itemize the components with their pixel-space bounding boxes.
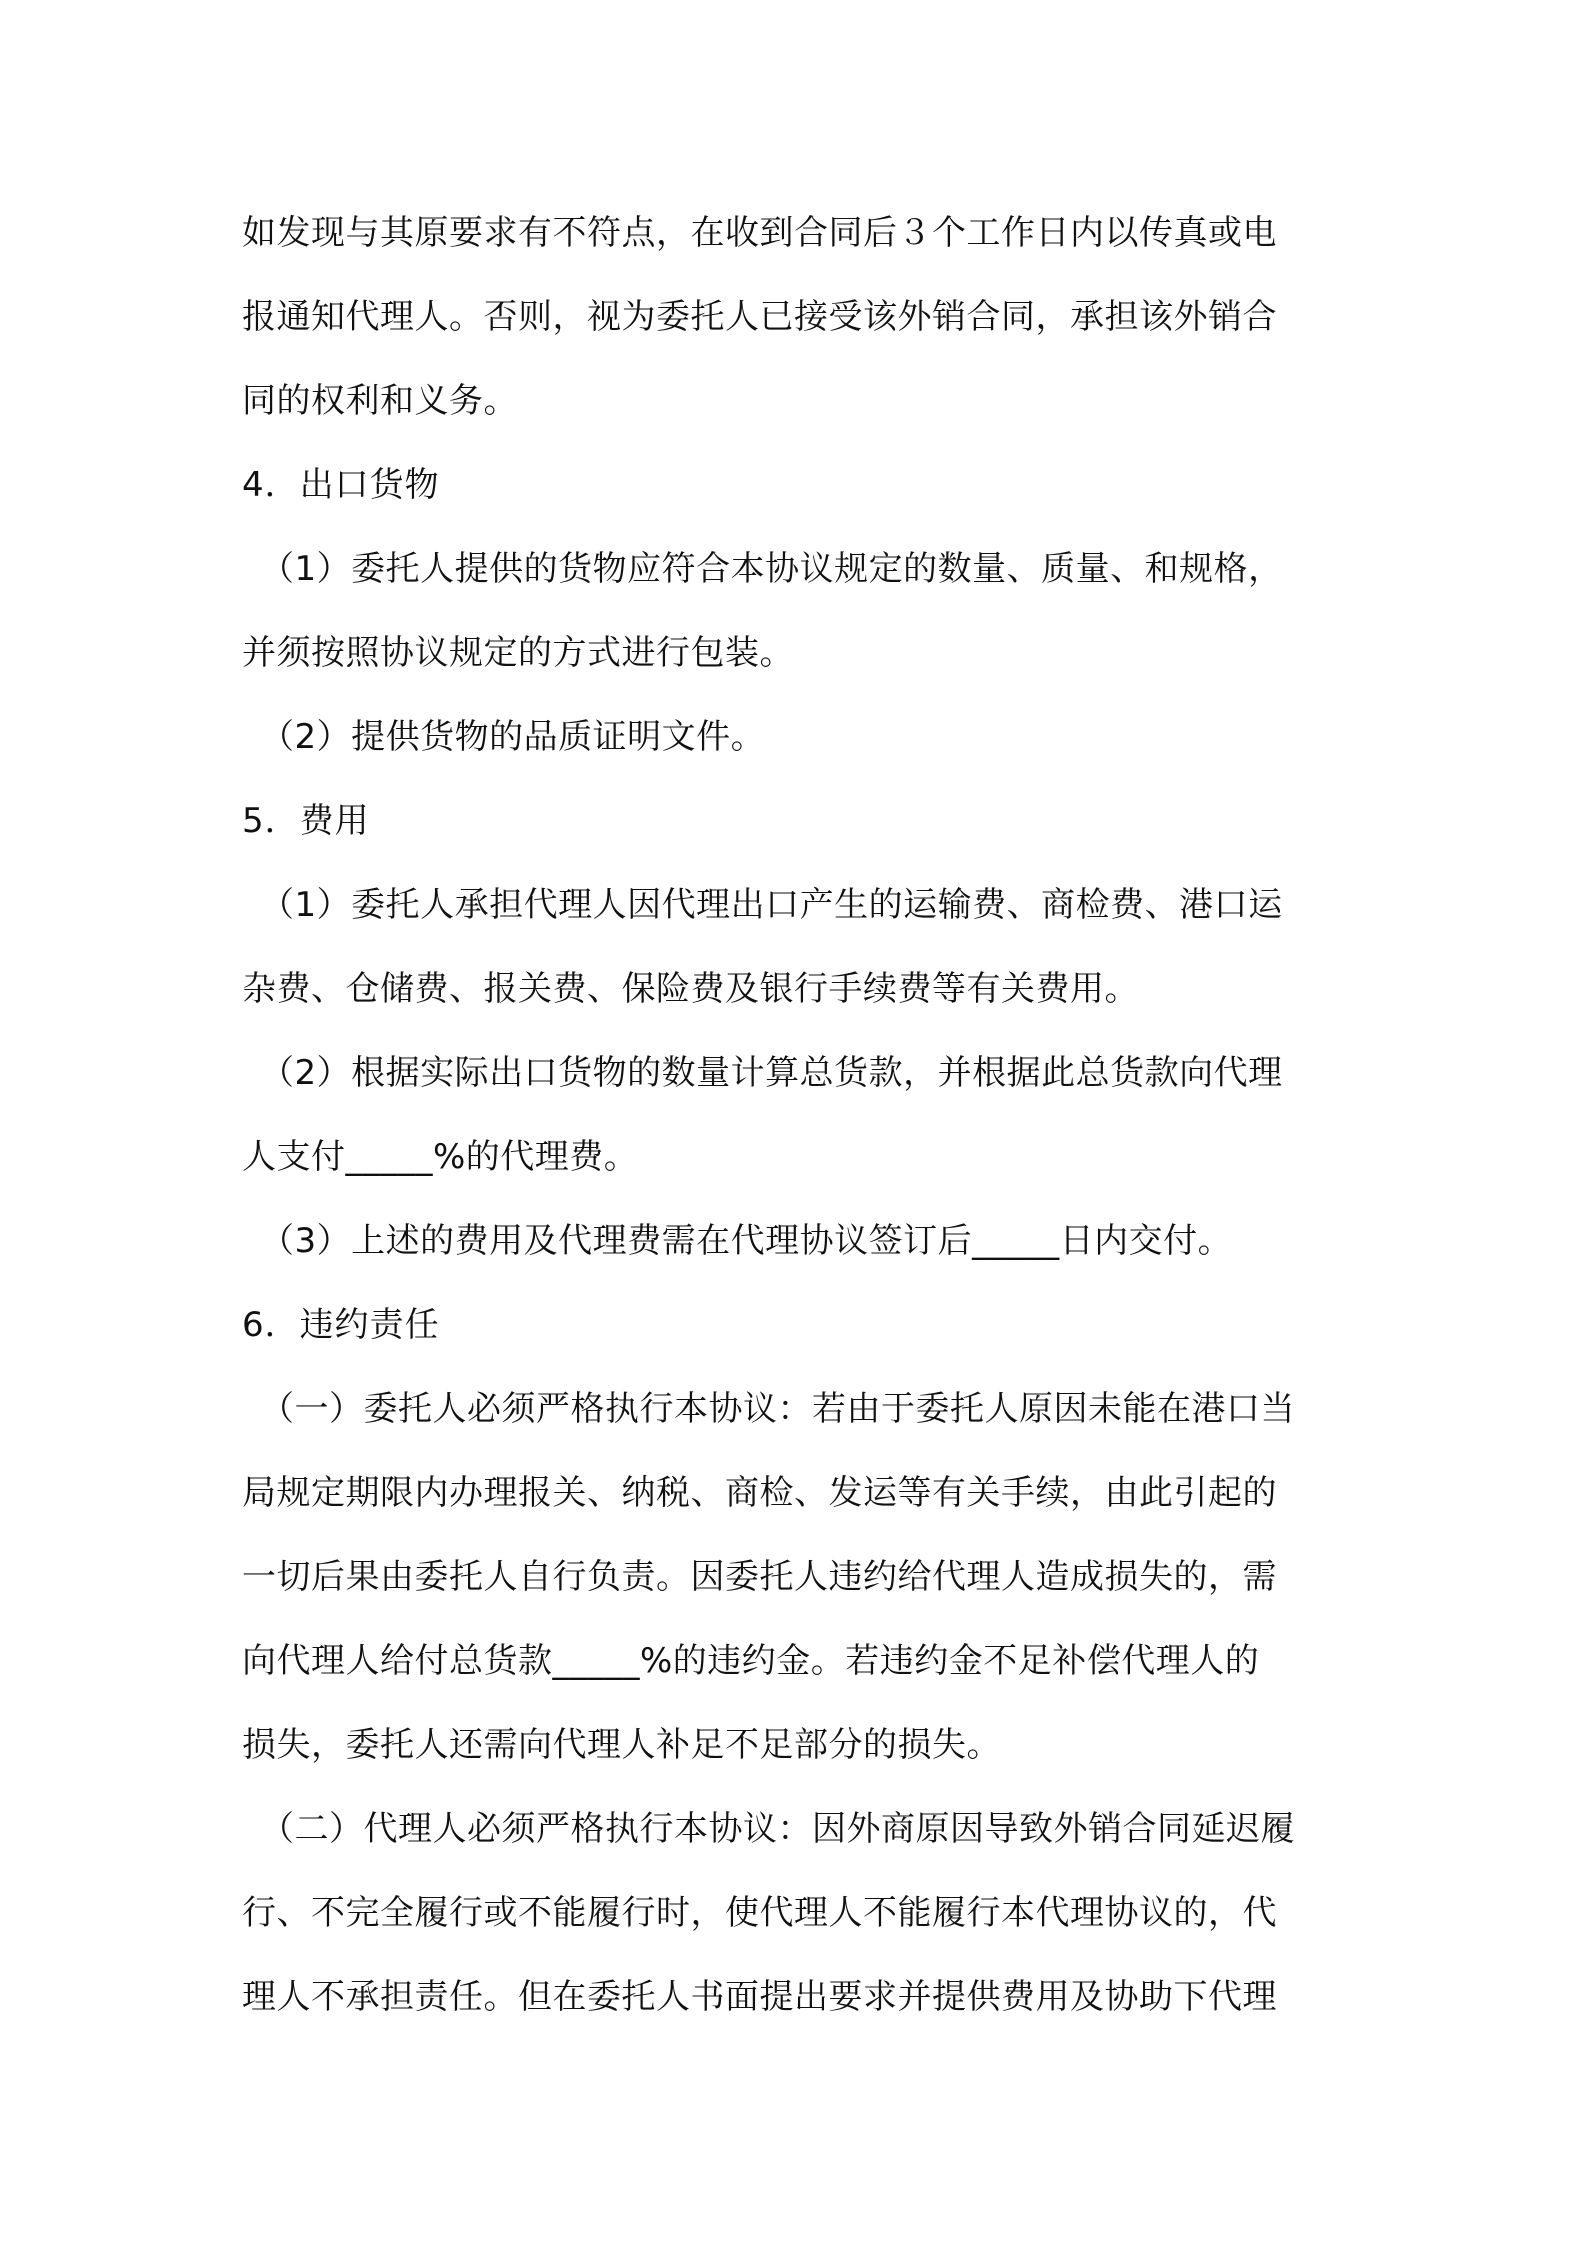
- clause-line: （一）委托人必须严格执行本协议：若由于委托人原因未能在港口当: [260, 1389, 1295, 1429]
- text-line: 行、不完全履行或不能履行时，使代理人不能履行本代理协议的，代: [242, 1893, 1277, 1933]
- text-line: 杂费、仓储费、报关费、保险费及银行手续费等有关费用。: [242, 969, 1139, 1009]
- document-body: [242, 205, 1357, 2053]
- text-line: 并须按照协议规定的方式进行包装。: [242, 633, 794, 673]
- clause-line: （2）根据实际出口货物的数量计算总货款，并根据此总货款向代理: [260, 1053, 1283, 1093]
- text-line: 如发现与其原要求有不符点，在收到合同后３个工作日内以传真或电: [242, 213, 1277, 253]
- text-line: 同的权利和义务。: [242, 381, 518, 421]
- clause-line: （3）上述的费用及代理费需在代理协议签订后_____日内交付。: [260, 1221, 1233, 1261]
- text-line: 人支付_____%的代理费。: [242, 1137, 639, 1177]
- text-line: 损失，委托人还需向代理人补足不足部分的损失。: [242, 1725, 1001, 1765]
- text-line: 一切后果由委托人自行负责。因委托人违约给代理人造成损失的，需: [242, 1557, 1277, 1597]
- section-heading-fees: 5．费用: [242, 801, 370, 841]
- clause-line: （2）提供货物的品质证明文件。: [260, 717, 766, 757]
- text-line: 理人不承担责任。但在委托人书面提出要求并提供费用及协助下代理: [242, 1977, 1277, 2017]
- clause-line: （二）代理人必须严格执行本协议：因外商原因导致外销合同延迟履: [260, 1809, 1295, 1849]
- clause-line: （1）委托人承担代理人因代理出口产生的运输费、商检费、港口运: [260, 885, 1283, 925]
- text-line: 向代理人给付总货款_____%的违约金。若违约金不足补偿代理人的: [242, 1641, 1260, 1681]
- section-heading-export-goods: 4．出口货物: [242, 465, 440, 505]
- clause-line: （1）委托人提供的货物应符合本协议规定的数量、质量、和规格，: [260, 549, 1283, 589]
- text-line: 局规定期限内办理报关、纳税、商检、发运等有关手续，由此引起的: [242, 1473, 1277, 1513]
- text-line: 报通知代理人。否则，视为委托人已接受该外销合同，承担该外销合: [242, 297, 1277, 337]
- section-heading-liability: 6．违约责任: [242, 1305, 440, 1345]
